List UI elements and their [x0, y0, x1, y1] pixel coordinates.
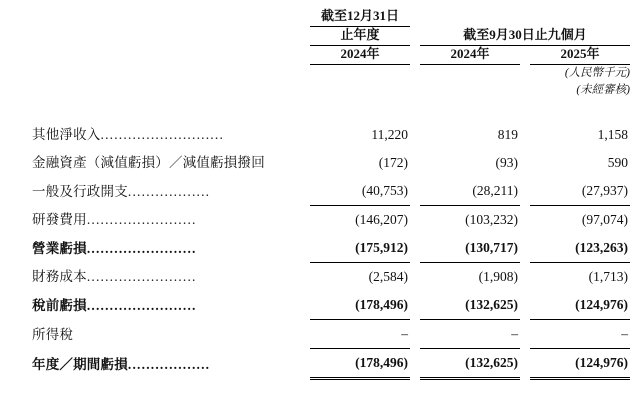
- row-value: (146,207): [310, 206, 410, 235]
- row-value: 590: [607, 155, 628, 170]
- note-audit: (未經審核): [576, 84, 630, 96]
- row-label-text: 營業虧損: [32, 240, 87, 256]
- column-gap: [520, 121, 530, 149]
- header-row-subperiod: [32, 27, 630, 46]
- row-value: (103,232): [420, 206, 520, 235]
- row-value: (1,908): [420, 263, 520, 292]
- column-gap: [410, 263, 420, 292]
- row-leader-dots: ...........................: [100, 127, 225, 142]
- row-value: (172): [378, 155, 408, 170]
- row-value: 11,220: [371, 127, 408, 142]
- row-value: (27,937): [581, 183, 628, 198]
- header-row-audit-note: [32, 82, 630, 99]
- header-blank-label-3: [32, 46, 310, 65]
- header-col23-title: 截至9月30日止九個月: [420, 27, 630, 46]
- row-label-text: 年度／期間虧損: [32, 356, 128, 372]
- row-value: 819: [497, 127, 518, 142]
- table-row: [32, 206, 630, 235]
- row-leader-dots: ..................: [127, 356, 211, 372]
- row-value: (124,976): [575, 297, 628, 312]
- row-leader-dots: ........................: [86, 212, 197, 227]
- note-blank-col1-2: [310, 82, 410, 99]
- header-blank-col2: [420, 8, 520, 27]
- table-body: [32, 121, 630, 379]
- row-value: –: [530, 320, 630, 349]
- row-value: –: [310, 320, 410, 349]
- row-leader-dots: ..................: [127, 183, 211, 199]
- note-currency: (人民幣千元): [564, 67, 630, 79]
- column-gap: [520, 349, 530, 379]
- row-label: [32, 320, 310, 349]
- row-label-text: 一般及行政開支: [32, 183, 128, 199]
- header-gap-2: [520, 8, 530, 27]
- note-gap-2: [410, 82, 420, 99]
- table-row: [32, 349, 630, 379]
- row-value: (132,625): [420, 349, 520, 379]
- header-year-col3: 2025年: [530, 46, 630, 65]
- row-leader-dots: ........................: [86, 297, 197, 313]
- column-gap: [520, 291, 530, 320]
- column-gap: [410, 291, 420, 320]
- header-row-years: [32, 46, 630, 65]
- header-gap-5: [520, 46, 530, 65]
- header-year-col1: 2024年: [310, 46, 410, 65]
- note-blank-label-2: [32, 82, 310, 99]
- row-value: (124,976): [530, 349, 630, 379]
- column-gap: [520, 234, 530, 263]
- header-row-period-title: [32, 8, 630, 27]
- header-row-currency-note: [32, 65, 630, 83]
- header-blank-label-2: [32, 27, 310, 46]
- column-gap: [410, 177, 420, 206]
- row-label: [32, 206, 310, 235]
- table-row: [32, 234, 630, 263]
- row-label: [32, 121, 310, 149]
- column-gap: [410, 206, 420, 235]
- row-label-text: 研發費用: [32, 212, 87, 227]
- note-gap-1: [410, 65, 420, 83]
- column-gap: [410, 320, 420, 349]
- row-value: (93): [495, 155, 518, 170]
- header-gap-1: [410, 8, 420, 27]
- row-value: 1,158: [597, 127, 628, 142]
- row-label: [32, 263, 310, 292]
- row-label: [32, 234, 310, 263]
- header-blank-col3: [530, 8, 630, 27]
- row-leader-dots: ........................: [86, 269, 197, 284]
- table-row: [32, 263, 630, 292]
- table-row: [32, 177, 630, 206]
- column-gap: [520, 263, 530, 292]
- note-blank-col1: [310, 65, 410, 83]
- row-label: [32, 349, 310, 379]
- header-gap-3: [410, 27, 420, 46]
- header-year-col2: 2024年: [420, 46, 520, 65]
- row-leader-dots: ........................: [86, 240, 197, 256]
- row-label-text: 所得稅: [32, 326, 74, 342]
- row-value: (2,584): [310, 263, 410, 292]
- table-row: [32, 320, 630, 349]
- column-gap: [520, 320, 530, 349]
- row-label-text: 財務成本: [32, 269, 87, 284]
- column-gap: [410, 349, 420, 379]
- column-gap: [520, 177, 530, 206]
- row-label: [32, 177, 310, 206]
- row-label-text: 稅前虧損: [32, 297, 87, 313]
- row-value: (178,496): [355, 297, 408, 312]
- row-value: (1,713): [530, 263, 630, 292]
- header-col1-title-line2: 止年度: [310, 27, 410, 46]
- row-value: (40,753): [361, 183, 408, 198]
- row-label: [32, 291, 310, 320]
- row-value: (178,496): [310, 349, 410, 379]
- header-blank-label: [32, 8, 310, 27]
- note-blank-label: [32, 65, 310, 83]
- column-gap: [410, 149, 420, 177]
- row-label-text: 其他淨收入: [32, 127, 101, 142]
- row-value: (175,912): [355, 240, 408, 255]
- row-value: –: [420, 320, 520, 349]
- row-label: [32, 149, 310, 177]
- column-gap: [410, 234, 420, 263]
- table-row: [32, 149, 630, 177]
- row-value: (28,211): [472, 183, 518, 198]
- financial-table: [32, 8, 630, 380]
- header-gap-4: [410, 46, 420, 65]
- header-col1-title-line1: 截至12月31日: [310, 8, 410, 27]
- row-label-text: 金融資產（減值虧損）／減值虧損撥回: [32, 155, 265, 170]
- row-value: (132,625): [465, 297, 518, 312]
- table-row: [32, 291, 630, 320]
- column-gap: [520, 206, 530, 235]
- row-value: (123,263): [575, 240, 628, 255]
- table-row: [32, 121, 630, 149]
- column-gap: [520, 149, 530, 177]
- row-value: (130,717): [465, 240, 518, 255]
- header-body-spacer: [32, 99, 630, 121]
- column-gap: [410, 121, 420, 149]
- row-value: (97,074): [530, 206, 630, 235]
